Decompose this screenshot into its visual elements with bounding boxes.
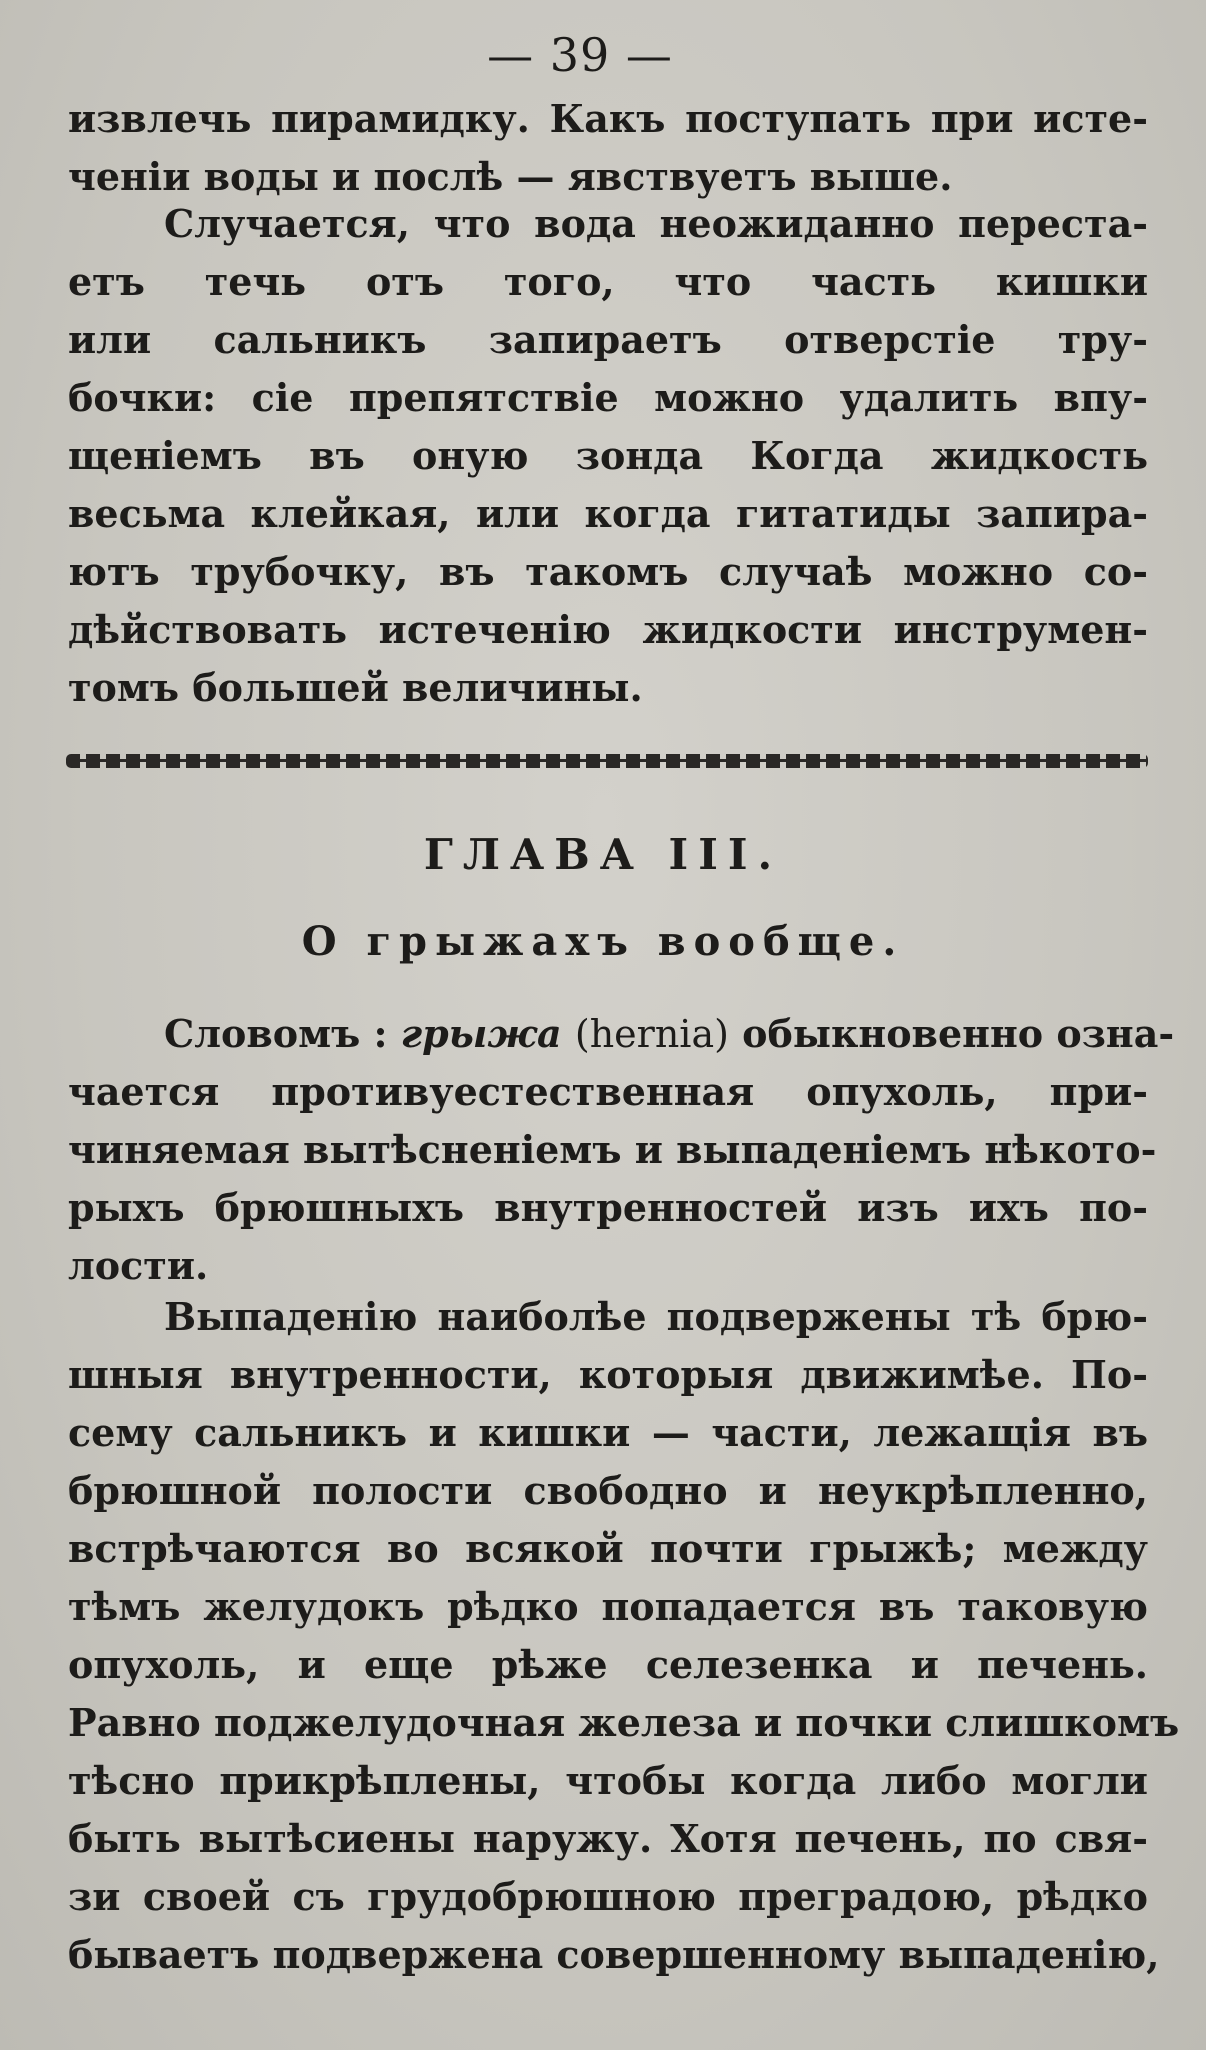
text-line: брюшной полости свободно и неукрѣпленно, [68, 1468, 1148, 1513]
paragraph [68, 1288, 1180, 1984]
text-line: ченіи воды и послѣ — явствуетъ выше. [68, 154, 953, 199]
text-line: извлечь пирамидку. Какъ поступать при исте- [68, 96, 1148, 141]
text-line: сему сальникъ и кишки — части, лежащія въ [68, 1410, 1148, 1455]
text-line: быть вытѣсиены наружу. Хотя печень, по свя- [68, 1816, 1148, 1861]
paragraph [68, 1005, 1175, 1295]
text-line: опухоль, и еще рѣже селезенка и печень. [68, 1642, 1148, 1687]
text-line: Случается, что вода неожиданно переста- [164, 201, 1148, 246]
text-line: чается противуестественная опухоль, при- [68, 1069, 1148, 1114]
text-line: дѣйствовать истеченію жидкости инструмен- [68, 607, 1148, 652]
text-line: ютъ трубочку, въ такомъ случаѣ можно со- [68, 549, 1148, 594]
text-line: щеніемъ въ оную зонда Когда жидкость [68, 433, 1148, 478]
text-line: встрѣчаются во всякой почти грыжѣ; между [68, 1526, 1148, 1571]
chapter-title: ГЛАВА III. [423, 830, 783, 879]
text-line: лости. [68, 1243, 209, 1288]
latin-term: (hernia) [574, 1012, 729, 1056]
text-line: чиняемая вытѣсненіемъ и выпаденіемъ нѣкото- [68, 1127, 1157, 1172]
text-line: бываетъ подвержена совершенному выпаденію, [68, 1932, 1160, 1977]
text-line: Равно поджелудочная железа и почки слишкомъ [68, 1700, 1180, 1745]
defined-term: грыжа [400, 1011, 562, 1056]
chapter-subtitle: О грыжахъ вообще. [301, 918, 905, 965]
text-line: зи своей съ грудобрюшною преградою, рѣдко [68, 1874, 1148, 1919]
page-number: — 39 — [487, 28, 673, 82]
text-line: етъ течь отъ того, что часть кишки [68, 259, 1148, 304]
paragraph [68, 90, 1148, 206]
text-line: тѣмъ желудокъ рѣдко попадается въ таковую [68, 1584, 1148, 1629]
line-suffix: обыкновенно озна- [742, 1011, 1175, 1056]
text-line: Выпаденію наиболѣе подвержены тѣ брю- [164, 1294, 1148, 1339]
text-line: бочки: сіе препятствіе можно удалить впу- [68, 375, 1148, 420]
text-line [68, 1005, 1175, 1063]
decorative-divider [66, 754, 1148, 768]
text-line: весьма клейкая, или когда гитатиды запира- [68, 491, 1148, 536]
text-line: или сальникъ запираетъ отверстіе тру- [68, 317, 1148, 362]
line-prefix: Словомъ : [164, 1011, 388, 1056]
text-line: рыхъ брюшныхъ внутренностей изъ ихъ по- [68, 1185, 1148, 1230]
text-line: тѣсно прикрѣплены, чтобы когда либо могли [68, 1758, 1148, 1803]
text-line: шныя внутренности, которыя движимѣе. По- [68, 1352, 1148, 1397]
text-line: томъ большей величины. [68, 665, 643, 710]
paragraph [68, 195, 1148, 717]
